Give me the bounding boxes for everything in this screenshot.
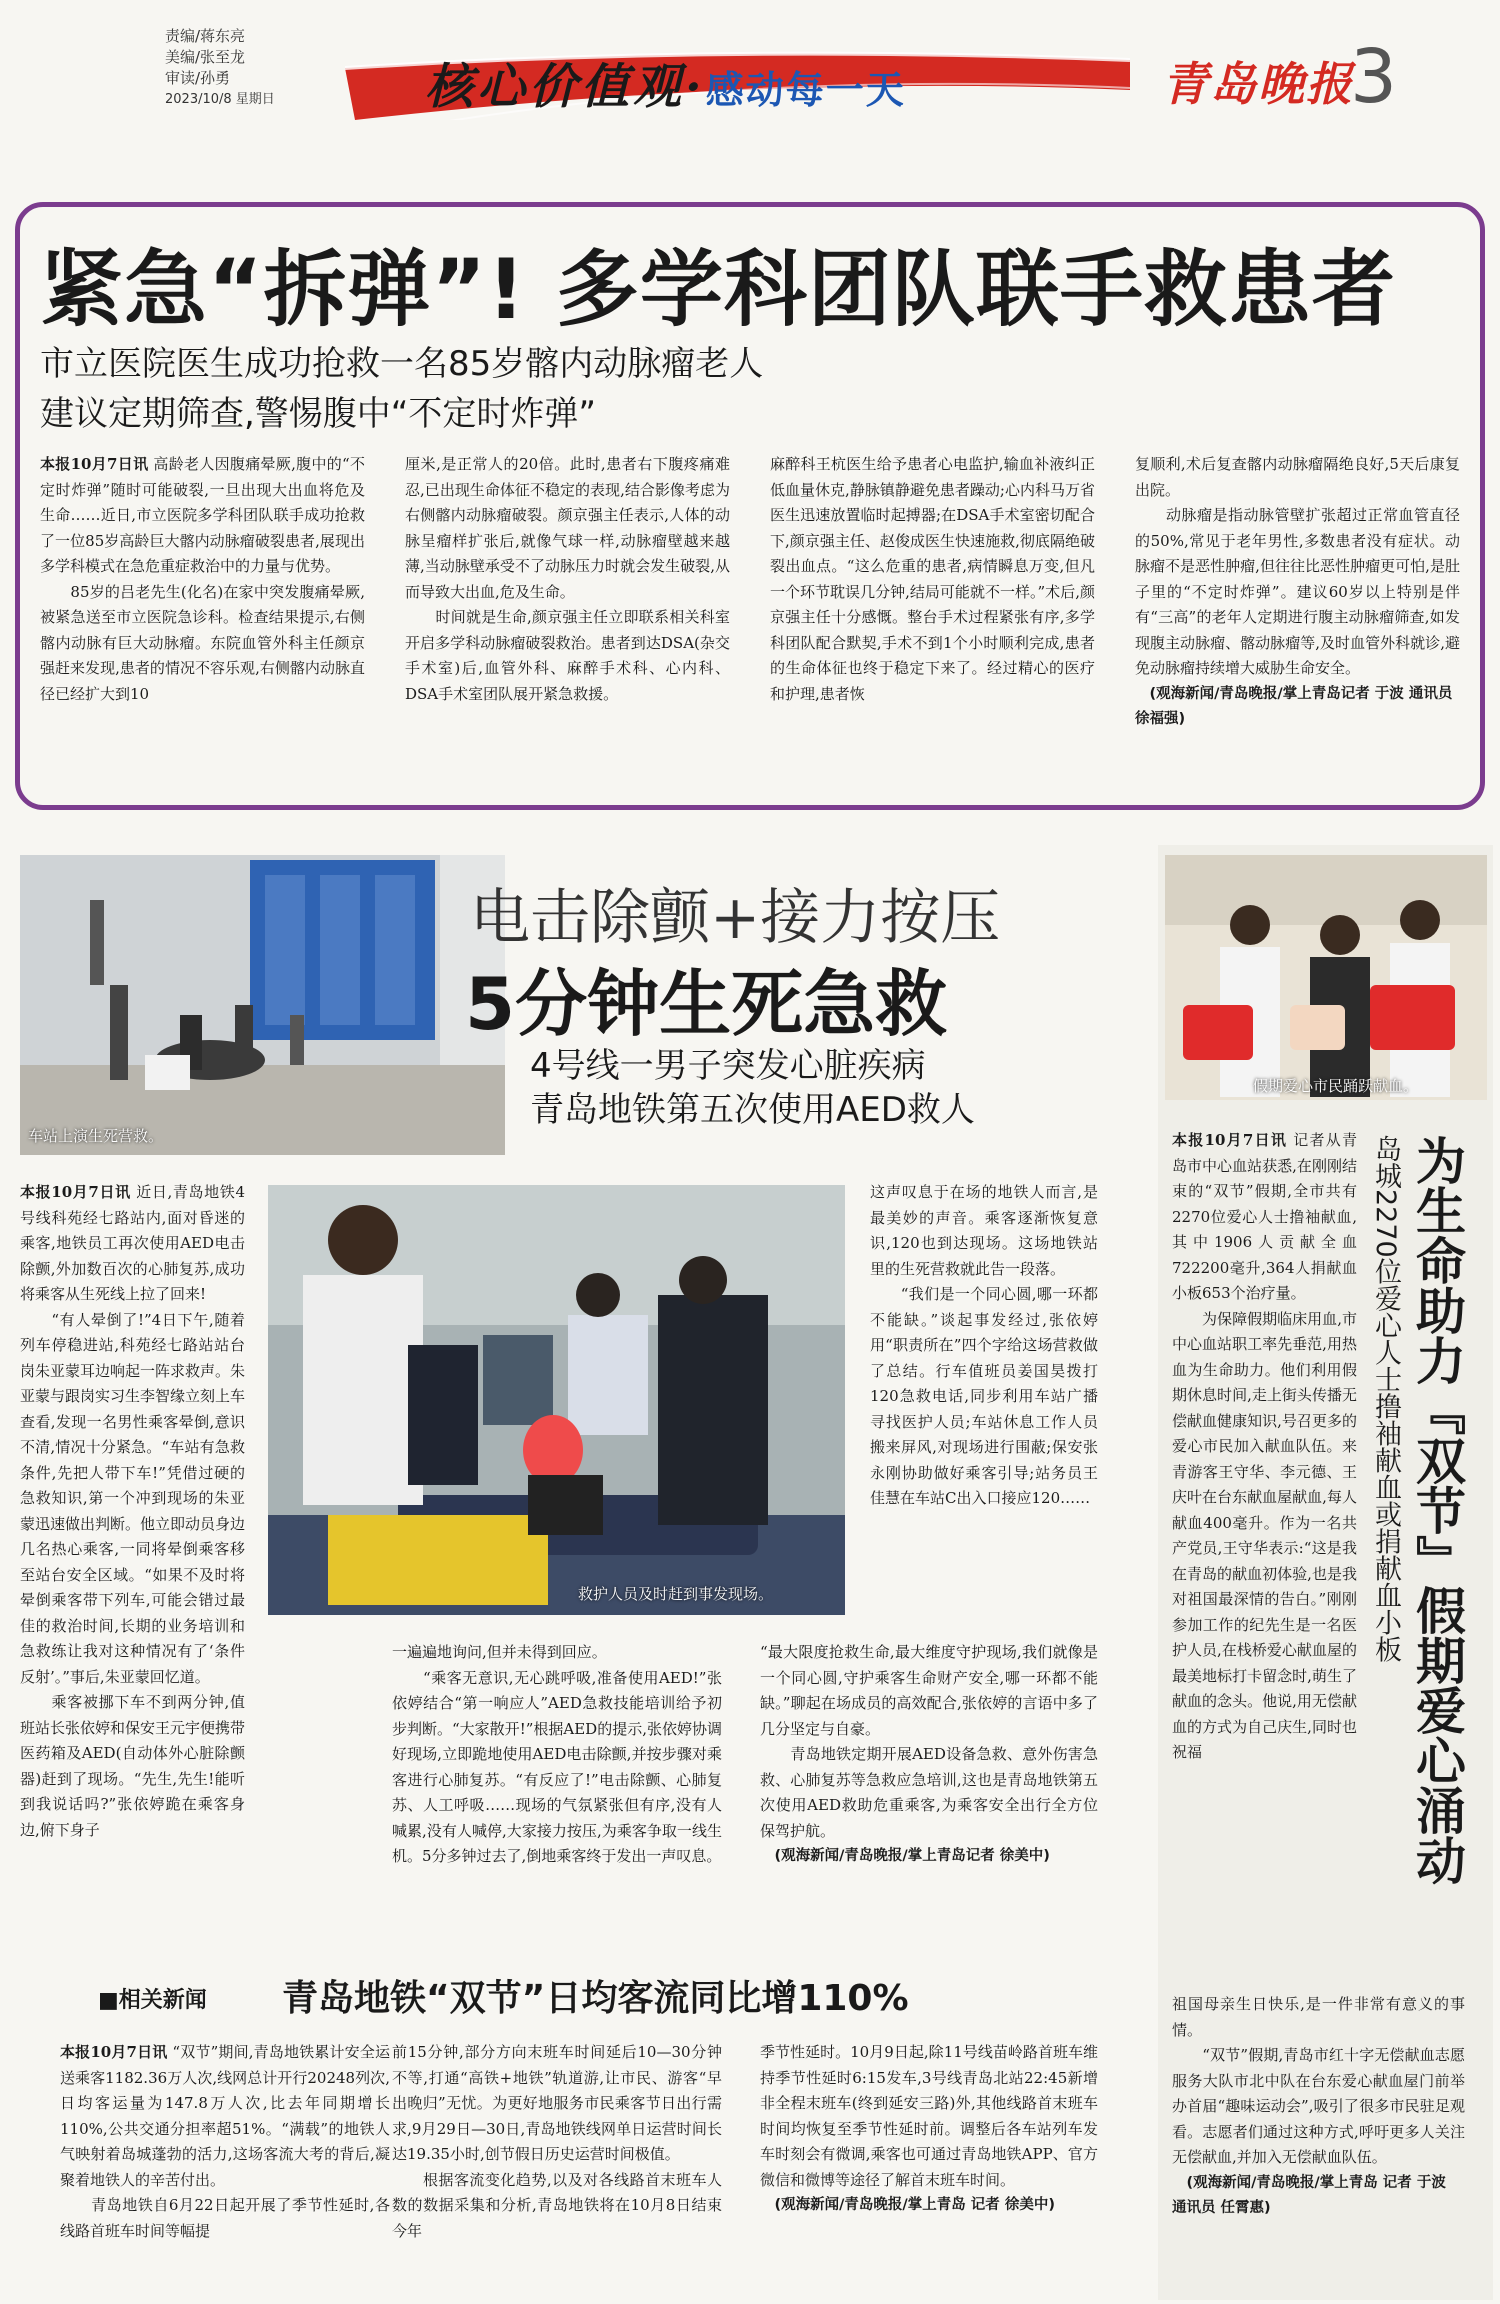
story2-text: “最大限度抢救生命,最大维度守护现场,我们就像是一个同心圆,守护乘客生命财产安全,哪一环都不能缺。”聊起在场成员的高效配合,张依婷的言语中多了几分坚定与自豪。 青岛地铁定期开展AED设备急救、意外伤害急救、心肺复苏等急救应急培训,这也是青岛地铁第五次使用AED救助危重乘客,为乘客安全出行全方位保驾护航。 [760, 1643, 1098, 1840]
masthead-banner [345, 30, 1130, 120]
photo-illustration [268, 1185, 845, 1615]
station-rescue-photo [20, 855, 505, 1155]
story4-text: 前15分钟,部分方向末班车时间延后10—30分钟不等,打通“高铁+地铁”轨道游,让市民、游客“早出晚归”无忧。为更好地服务市民乘客节日出行需求,9月29日—30日,青岛地铁线网单日运营时间长达19.35小时,创节假日历史运营时间极值。 根据客流变化趋势,以及对各线路首末班车人数的数据采集和分析,青岛地铁将在10月8日结束今年 [392, 2043, 722, 2240]
story2-subheadline: 4号线一男子突发心脏疾病 [530, 1046, 926, 1086]
story1-text: 复顺利,术后复查髂内动脉瘤隔绝良好,5天后康复出院。 动脉瘤是指动脉管壁扩张超过正常血管直径的50%,常见于老年男性,多数患者没有症状。动脉瘤不是恶性肿瘤,但往往比恶性肿瘤更可怕,是肚子里的“不定时炸弹”。建议60岁以上特别是伴有“三高”的老年人定期进行腹主动脉瘤筛查,如发现腹主动脉瘤、髂动脉瘤等,及时血管外科就诊,避免动脉瘤持续增大威胁生命安全。 [1135, 455, 1460, 677]
story1-column [40, 452, 365, 707]
story3-headline: 为生命助力『双节』假期爱心涌动 [1408, 1135, 1466, 1885]
story3-credit: (观海新闻/青岛晚报/掌上青岛 记者 于波 通讯员 任霄惠) [1172, 2174, 1451, 2216]
photo1-caption: 车站上演生死营救。 [28, 1127, 164, 1145]
page-number: 3 [1350, 34, 1398, 120]
editor-line: 审读/孙勇 [165, 69, 231, 87]
story2-headline-line2: 5分钟生死急救 [465, 962, 948, 1046]
story4-credit: (观海新闻/青岛晚报/掌上青岛 记者 徐美中) [760, 2197, 1055, 2213]
aed-rescue-photo [268, 1185, 845, 1615]
story2-column [20, 1180, 245, 1843]
story4-text: 季节性延时。10月9日起,除11号线苗岭路首班车维持季节性延时6:15发车,3号线青岛北站22:45新增非全程末班车(终到延安三路)外,其他线路首末班车时间均恢复至季节性延时前。调整后各车站列车发车时刻会有微调,乘客也可通过青岛地铁APP、官方微信和微博等途径了解首末班车时间。 [760, 2043, 1098, 2189]
photo-illustration [20, 855, 505, 1155]
editor-line: 美编/张至龙 [165, 48, 246, 66]
dateline: 本报10月7日讯 [40, 455, 149, 473]
story1-credit: (观海新闻/青岛晚报/掌上青岛记者 于波 通讯员 徐福强) [1135, 685, 1458, 727]
story1-headline: 紧急“拆弹”! 多学科团队联手救患者 [40, 241, 1396, 338]
photo-illustration [1165, 855, 1487, 1100]
story3-column [1172, 1992, 1465, 2221]
story2-headline-line1: 电击除颤+接力按压 [470, 883, 1001, 953]
editor-line: 责编/蒋东亮 [165, 27, 246, 45]
banner-sub: 感动每一天 [705, 68, 906, 112]
story2-column [392, 1640, 722, 1870]
related-news-tag: ■相关新闻 [98, 1988, 207, 2013]
story1-column [770, 452, 1095, 707]
paper-name: 青岛晚报 [1162, 57, 1354, 111]
banner-dot: · [685, 59, 706, 115]
story2-credit: (观海新闻/青岛晚报/掌上青岛记者 徐美中) [760, 1848, 1050, 1864]
dateline: 本报10月7日讯 [1172, 1131, 1288, 1149]
story2-text: 近日,青岛地铁4号线科苑经七路站内,面对昏迷的乘客,地铁员工再次使用AED电击除颤,外加数百次的心肺复苏,成功将乘客从生死线上拉了回来! “有人晕倒了!”4日下午,随着列车停稳进站,科苑经七路站站台岗朱亚蒙耳边响起一阵求救声。朱亚蒙与跟岗实习生李智缘立刻上车查看,发现一名男性乘客晕倒,意识不清,情况十分紧急。“车站有急救条件,先把人带下车!”凭借过硬的急救知识,第一个冲到现场的朱亚蒙迅速做出判断。他立即动员身边几名热心乘客,一同将晕倒乘客移至站台安全区域。“如果不及时将晕倒乘客带下列车,可能会错过最佳的救治时间,长期的业务培训和急救练让我对这种情况有了‘条件反射’。”事后,朱亚蒙回忆道。 乘客被挪下车不到两分钟,值班站长张依婷和保安王元宇便携带医药箱及AED(自动体外心脏除颤器)赶到了现场。“先生,先生!能听到我说话吗?”张依婷跪在乘客身边,俯下身子 [20, 1183, 246, 1839]
story2-column [760, 1640, 1098, 1869]
story4-headline: 青岛地铁“双节”日均客流同比增110% [282, 1978, 909, 2019]
story1-column [1135, 452, 1460, 732]
story3-text: 记者从青岛市中心血站获悉,在刚刚结束的“双节”假期,全市共有2270位爱心人士撸袖献血,其中1906人贡献全血722200毫升,364人捐献血小板653个治疗量。 为保障假期临床用血,市中心血站职工率先垂范,用热血为生命助力。他们利用假期休息时间,走上街头传播无偿献血健康知识,号召更多的爱心市民加入献血队伍。来青游客王守华、李元德、王庆叶在台东献血屋献血,每人献血400毫升。作为一名共产党员,王守华表示:“这是我在青岛的献血初体验,也是我对祖国最深情的告白。”刚刚参加工作的纪先生是一名医护人员,在栈桥爱心献血屋的最美地标打卡留念时,萌生了献血的念头。他说,用无偿献血的方式为自己庆生,同时也祝福 [1172, 1131, 1357, 1761]
banner-main: 核心价值观 [425, 59, 686, 115]
story3-text: 祖国母亲生日快乐,是一件非常有意义的事情。 “双节”假期,青岛市红十字无偿献血志愿服务大队市北中队在台东爱心献血屋门前举办首届“趣味运动会”,吸引了很多市民驻足观看。志愿者们通过这种方式,呼吁更多人关注无偿献血,并加入无偿献血队伍。 [1172, 1995, 1465, 2166]
story3-column [1172, 1128, 1357, 1766]
story1-text: 厘米,是正常人的20倍。此时,患者右下腹疼痛难忍,已出现生命体征不稳定的表现,结合影像考虑为右侧髂内动脉瘤破裂。颜京强主任表示,人体的动脉呈瘤样扩张后,就像气球一样,动脉瘤壁越来越薄,当动脉壁承受不了动脉压力时就会发生破裂,从而导致大出血,危及生命。 时间就是生命,颜京强主任立即联系相关科室开启多学科动脉瘤破裂救治。患者到达DSA(杂交手术室)后,血管外科、麻醉手术科、心内科、DSA手术室团队展开紧急救援。 [405, 455, 730, 703]
story1-subheadline: 建议定期筛查,警惕腹中“不定时炸弹” [40, 394, 597, 434]
story2-text: 一遍遍地询问,但并未得到回应。 “乘客无意识,无心跳呼吸,准备使用AED!”张依婷结合“第一响应人”AED急救技能培训给予初步判断。“大家散开!”根据AED的提示,张依婷协调好现场,立即跪地使用AED电击除颤,并按步骤对乘客进行心肺复苏。“有反应了!”电击除颤、心肺复苏、人工呼吸……现场的气氛紧张但有序,没有人喊累,没有人喊停,大家接力按压,为乘客争取一线生机。5分多钟过去了,倒地乘客终于发出一声叹息。 [392, 1643, 722, 1865]
story2-subheadline: 青岛地铁第五次使用AED救人 [530, 1090, 975, 1130]
story1-text: 麻醉科王杭医生给予患者心电监护,输血补液纠正低血量休克,静脉镇静避免患者躁动;心内科马万省医生迅速放置临时起搏器;在DSA手术室密切配合下,颜京强主任、赵俊成医生快速施救,彻底隔绝破裂出血点。“这么危重的患者,病情瞬息万变,但凡一个环节耽误几分钟,结局可能就不一样。”术后,颜京强主任十分感慨。整台手术过程紧张有序,多学科团队配合默契,手术不到1个小时顺利完成,患者的生命体征也终于稳定下来了。经过精心的医疗和护理,患者恢 [770, 455, 1095, 703]
dateline: 本报10月7日讯 [20, 1183, 131, 1201]
issue-date: 2023/10/8 星期日 [165, 92, 275, 107]
story2-column [870, 1180, 1098, 1512]
photo2-caption: 救护人员及时赶到事发现场。 [578, 1585, 774, 1603]
story4-column [60, 2040, 390, 2244]
story2-text: 这声叹息于在场的地铁人而言,是最美妙的声音。乘客逐渐恢复意识,120也到达现场。这场地铁站里的生死营救就此告一段落。 “我们是一个同心圆,哪一环都不能缺。”谈起事发经过,张依婷用“职责所在”四个字给这场营救做了总结。行车值班员姜国昊拨打120急救电话,同步利用车站广播寻找医护人员;车站休息工作人员搬来屏风,对现场进行围蔽;保安张永刚协助做好乘客引导;站务员王佳慧在车站C出入口接应120…… [870, 1183, 1098, 1507]
blood-donors-photo [1165, 855, 1487, 1100]
editor-credits [165, 26, 275, 110]
story1-text: 高龄老人因腹痛晕厥,腹中的“不定时炸弹”随时可能破裂,一旦出现大出血将危及生命……近日,市立医院多学科团队联手成功抢救了一位85岁高龄巨大髂内动脉瘤破裂患者,展现出多学科模式在急危重症救治中的力量与优势。 85岁的吕老先生(化名)在家中突发腹痛晕厥,被紧急送至市立医院急诊科。检查结果提示,右侧髂内动脉有巨大动脉瘤。东院血管外科主任颜京强赶来发现,患者的情况不容乐观,右侧髂内动脉直径已经扩大到10 [40, 455, 365, 703]
story4-column [392, 2040, 722, 2244]
story4-text: “双节”期间,青岛地铁累计安全运送乘客1182.36万人次,线网总计开行20248列次,日均客运量为147.8万人次,比去年同期增长110%,公共交通分担率超51%。“满载”的地铁人气映射着岛城蓬勃的活力,这场客流大考的背后,凝聚着地铁人的辛苦付出。 青岛地铁自6月22日起开展了季节性延时,各线路首班车时间等幅提 [60, 2043, 391, 2240]
story1-column [405, 452, 730, 707]
photo3-caption: 假期爱心市民踊跃献血。 [1253, 1077, 1419, 1095]
story1-subheadline: 市立医院医生成功抢救一名85岁髂内动脉瘤老人 [40, 344, 764, 384]
story3-subheadline: 岛城2270位爱心人士撸袖献血或捐献血小板 [1370, 1135, 1401, 1663]
story4-column [760, 2040, 1098, 2218]
dateline: 本报10月7日讯 [60, 2043, 168, 2061]
